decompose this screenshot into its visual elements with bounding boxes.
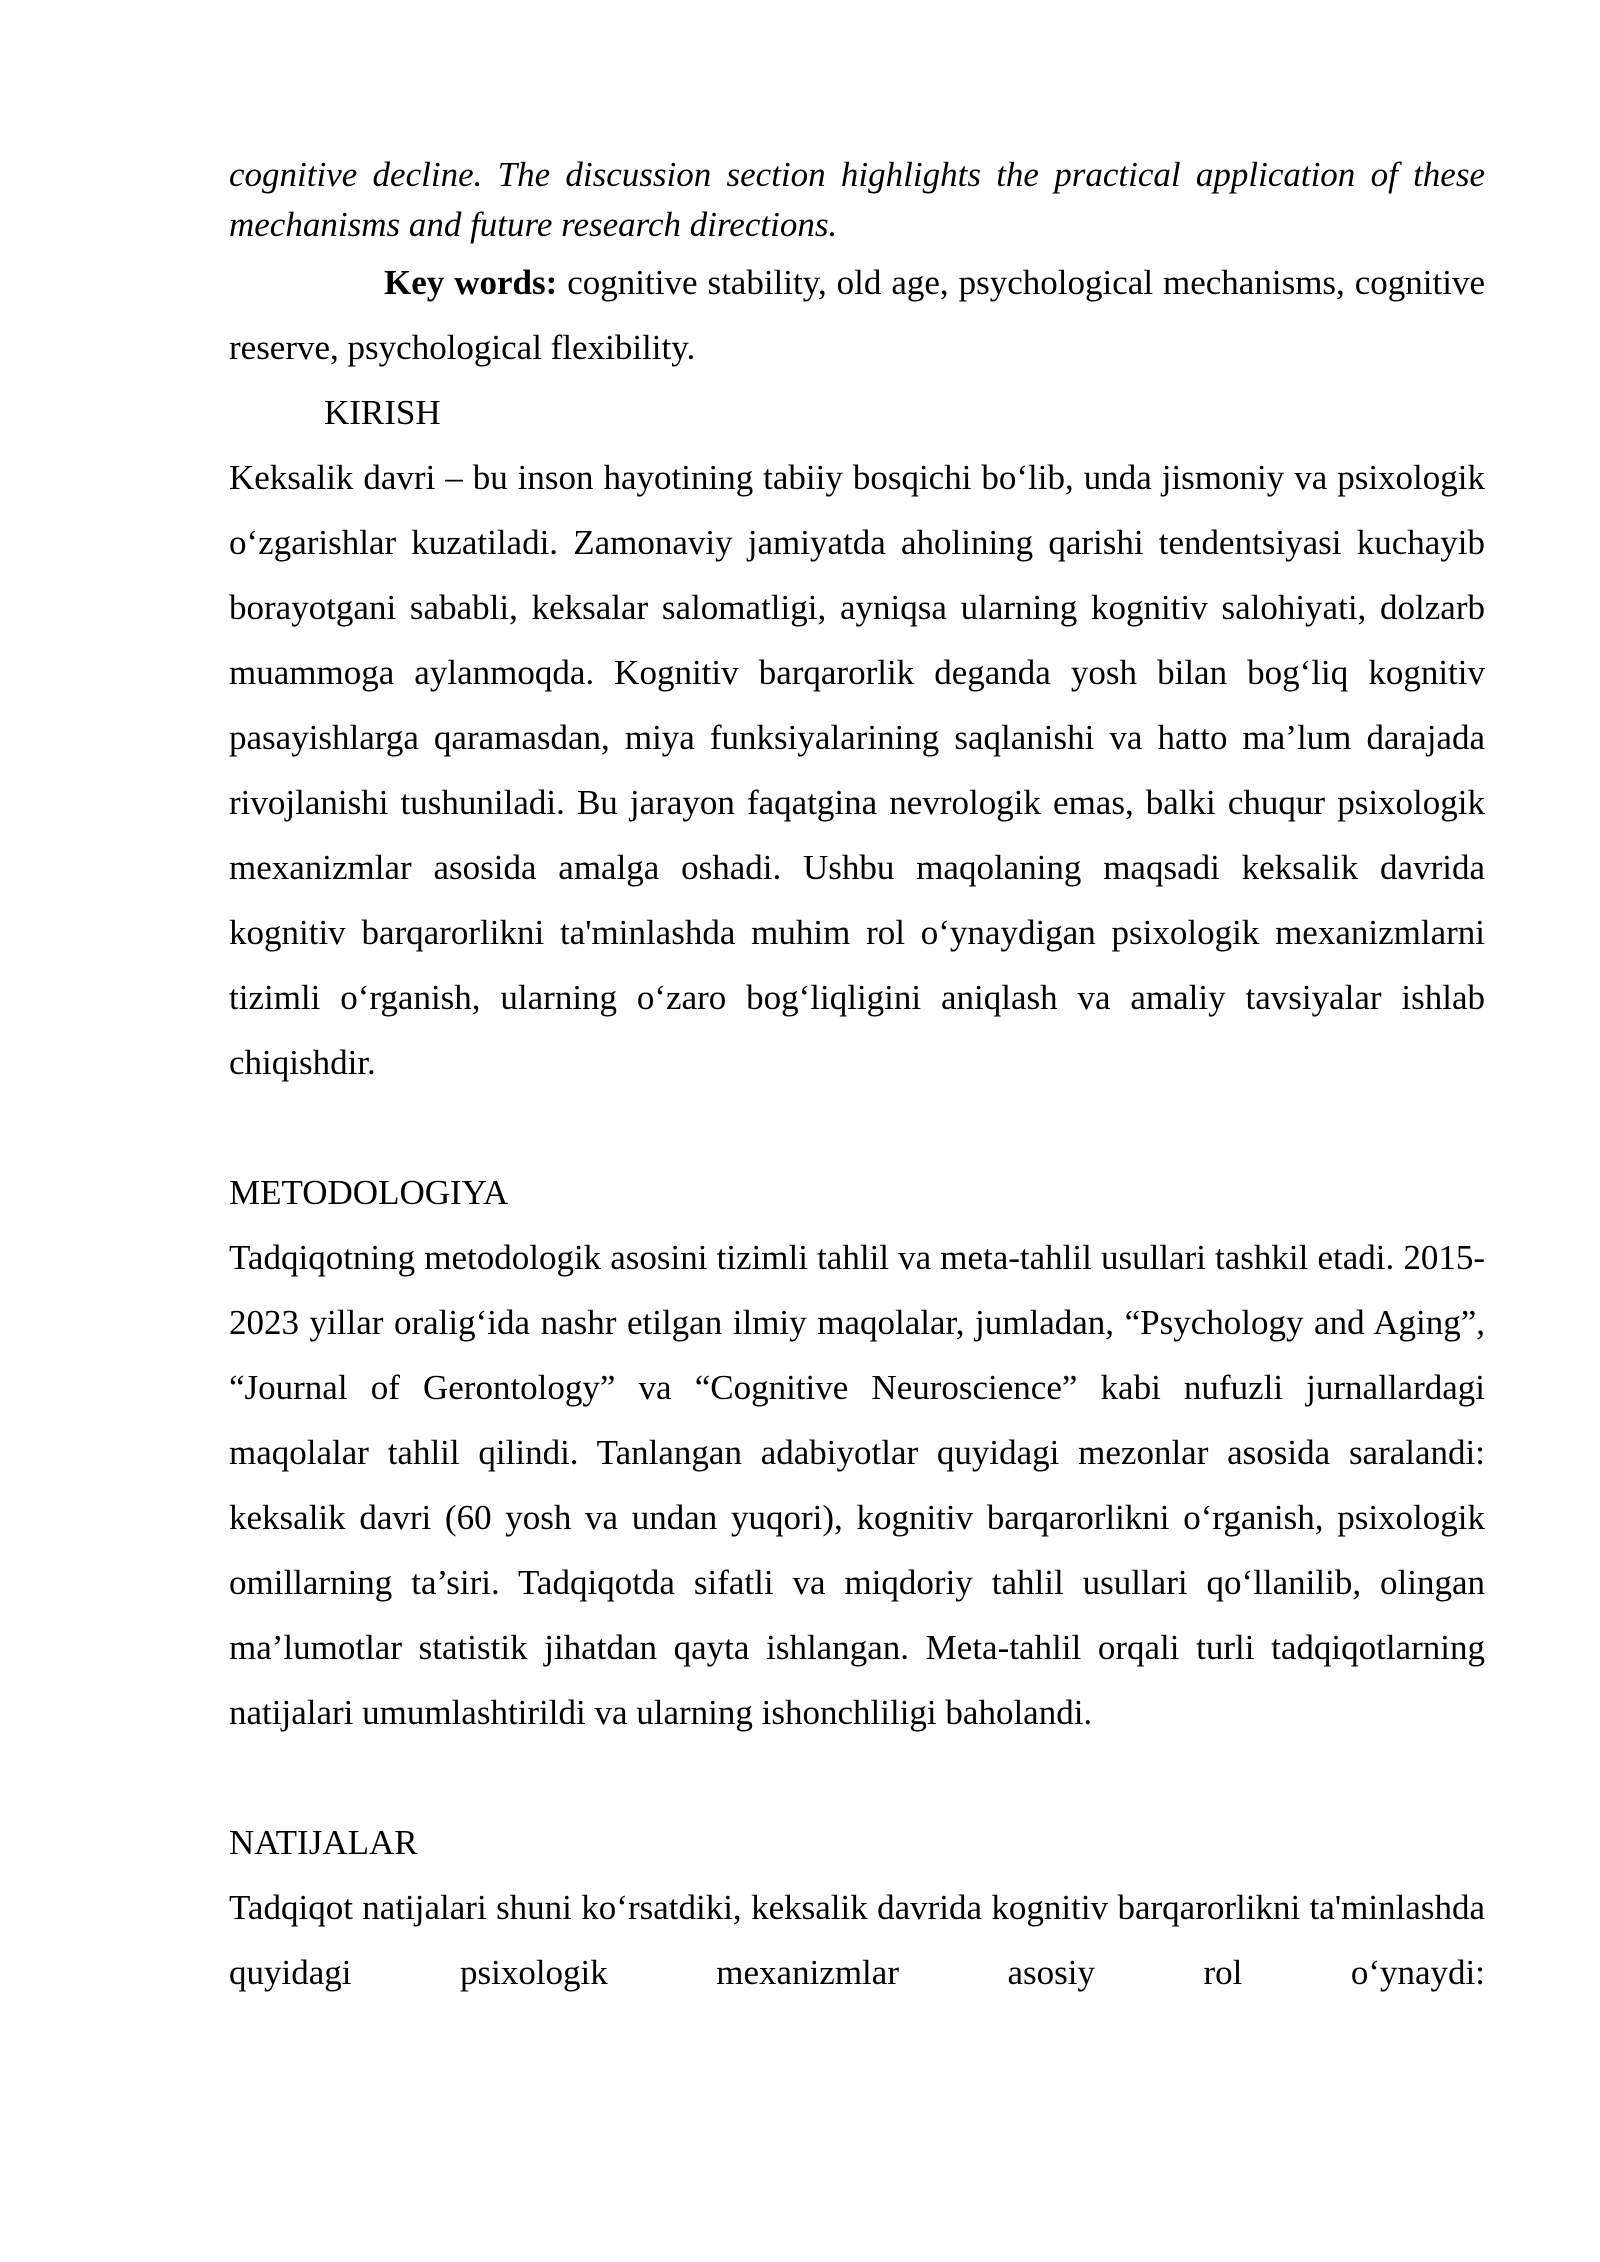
section-paragraph-metodologiya: Tadqiqotning metodologik asosini tizimli tahlil va meta-tahlil usullari tashkil etadi. 2015-2023 yillar oralig‘ida nashr etilgan ilmiy maqolalar, jumladan, “Psychology and Aging”, “Journal of Gerontology” va “Cognitive Neuroscience” kabi nufuzli jurnallardagi maqolalar tahlil qilindi. Tanlangan adabiyotlar quyidagi mezonlar asosida saralandi: keksalik davri (60 yosh va undan yuqori), kognitiv barqarorlikni o‘rganish, psixologik omillarning ta’siri. Tadqiqotda sifatli va miqdoriy tahlil usullari qo‘llanilib, olingan ma’lumotlar statistik jihatdan qayta ishlangan. Meta-tahlil orqali turli tadqiqotlarning natijalari umumlashtirildi va ularning ishonchliligi baholandi. (229, 1238, 1485, 1732)
document-page (229, 150, 1485, 2005)
keywords-label: Key words: (384, 263, 558, 302)
section-paragraph-kirish: Keksalik davri – bu inson hayotining tabiiy bosqichi bo‘lib, unda jismoniy va psixologik o‘zgarishlar kuzatiladi. Zamonaviy jamiyatda aholining qarishi tendentsiyasi kuchayib borayotgani sababli, keksalar salomatligi, ayniqsa ularning kognitiv salohiyati, dolzarb muammoga aylanmoqda. Kognitiv barqarorlik deganda yosh bilan bog‘liq kognitiv pasayishlarga qaramasdan, miya funksiyalarining saqlanishi va hatto ma’lum darajada rivojlanishi tushuniladi. Bu jarayon faqatgina nevrologik emas, balki chuqur psixologik mexanizmlar asosida amalga oshadi. Ushbu maqolaning maqsadi keksalik davrida kognitiv barqarorlikni ta'minlashda muhim rol o‘ynaydigan psixologik mexanizmlarni tizimli o‘rganish, ularning o‘zaro bog‘liqligini aniqlash va amaliy tavsiyalar ishlab chiqishdir. (229, 458, 1485, 1082)
section-heading-metodologiya: METODOLOGIYA (229, 1173, 509, 1212)
abstract-tail: cognitive decline. The discussion section highlights the practical application of these mechanisms and future research directions. (229, 155, 1485, 244)
keywords-text: cognitive stability, old age, psychological mechanisms, cognitive reserve, psychological flexibility. (229, 263, 1485, 367)
section-paragraph-natijalar: Tadqiqot natijalari shuni ko‘rsatdiki, keksalik davrida kognitiv barqarorlikni ta'minlashda quyidagi psixologik mexanizmlar asosiy rol o‘ynaydi: (229, 1888, 1485, 1992)
section-heading-kirish: KIRISH (324, 393, 441, 432)
keywords-paragraph (229, 250, 1485, 380)
section-heading-natijalar: NATIJALAR (229, 1823, 418, 1862)
